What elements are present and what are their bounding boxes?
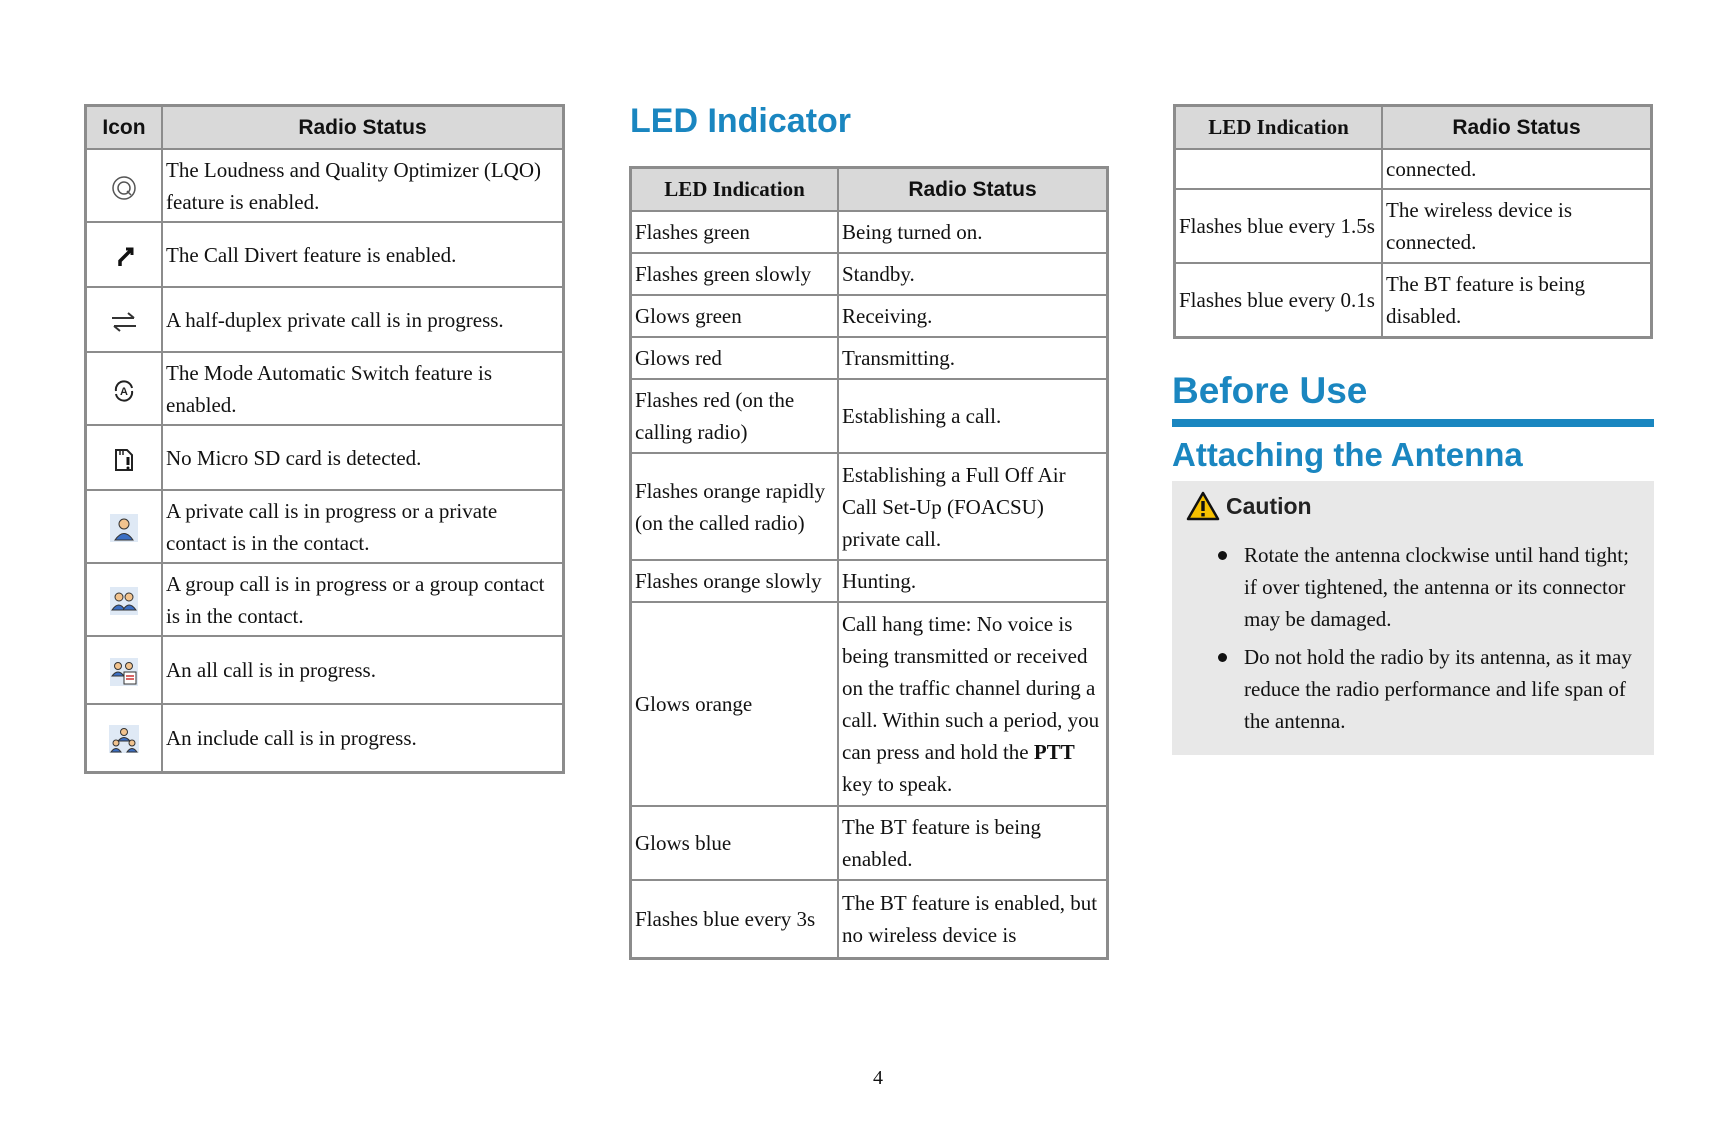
status-cell: connected. bbox=[1382, 149, 1652, 189]
status-cell bbox=[838, 602, 1108, 806]
icon-status-table bbox=[84, 104, 565, 774]
status-cell: Hunting. bbox=[838, 560, 1108, 602]
status-cell: The Mode Automatic Switch feature is enabled. bbox=[162, 352, 564, 425]
table-row bbox=[86, 490, 564, 563]
include-call-icon bbox=[86, 704, 163, 772]
table-row bbox=[86, 222, 564, 287]
status-cell: Receiving. bbox=[838, 295, 1108, 337]
half-duplex-icon bbox=[86, 287, 163, 352]
table-row bbox=[631, 295, 1108, 337]
private-call-icon bbox=[86, 490, 163, 563]
indication-cell: Flashes green bbox=[631, 211, 839, 253]
table-row bbox=[86, 563, 564, 636]
status-cell: Establishing a call. bbox=[838, 379, 1108, 453]
status-cell: The Loudness and Quality Optimizer (LQO) feature is enabled. bbox=[162, 149, 564, 222]
status-cell: A private call is in progress or a private contact is in the contact. bbox=[162, 490, 564, 563]
attaching-antenna-heading: Attaching the Antenna bbox=[1172, 436, 1523, 473]
indication-cell: Flashes blue every 1.5s bbox=[1175, 189, 1383, 263]
status-cell: An include call is in progress. bbox=[162, 704, 564, 772]
lqo-icon bbox=[86, 149, 163, 222]
indication-cell: Flashes orange rapidly (on the called radio) bbox=[631, 453, 839, 560]
indication-cell: Glows orange bbox=[631, 602, 839, 806]
status-cell: The BT feature is enabled, but no wireless device is bbox=[838, 880, 1108, 958]
status-column-header: Radio Status bbox=[162, 106, 564, 150]
bullet-icon bbox=[1218, 653, 1227, 662]
status-cell: Transmitting. bbox=[838, 337, 1108, 379]
status-cell: A group call is in progress or a group contact is in the contact. bbox=[162, 563, 564, 636]
list-item-text: Rotate the antenna clockwise until hand tight; if over tightened, the antenna or its connector may be damaged. bbox=[1244, 543, 1629, 631]
status-cell: The BT feature is being disabled. bbox=[1382, 263, 1652, 337]
status-text: key to speak. bbox=[842, 772, 953, 796]
ptt-key-label: PTT bbox=[1033, 740, 1075, 764]
table-row bbox=[86, 704, 564, 772]
table-header-row bbox=[86, 106, 564, 150]
indication-cell: Flashes blue every 3s bbox=[631, 880, 839, 958]
no-sd-card-icon bbox=[86, 425, 163, 490]
led-indication-column-header: LED Indication bbox=[1175, 106, 1383, 150]
led-indication-column-header: LED Indication bbox=[631, 168, 839, 212]
status-cell: No Micro SD card is detected. bbox=[162, 425, 564, 490]
page-number: 4 bbox=[873, 1067, 883, 1089]
warning-icon bbox=[1186, 491, 1220, 521]
indication-cell: Flashes orange slowly bbox=[631, 560, 839, 602]
bullet-icon bbox=[1218, 551, 1227, 560]
list-item bbox=[1218, 641, 1638, 737]
section-divider bbox=[1172, 419, 1654, 427]
indication-cell bbox=[1175, 149, 1383, 189]
led-indicator-table bbox=[629, 166, 1109, 960]
status-cell: Establishing a Full Off Air Call Set-Up (FOACSU) private call. bbox=[838, 453, 1108, 560]
indication-cell: Glows green bbox=[631, 295, 839, 337]
caution-label: Caution bbox=[1226, 492, 1312, 519]
status-cell: The Call Divert feature is enabled. bbox=[162, 222, 564, 287]
status-column-header: Radio Status bbox=[1382, 106, 1652, 150]
indication-cell: Flashes blue every 0.1s bbox=[1175, 263, 1383, 337]
caution-list bbox=[1218, 539, 1638, 743]
status-cell: The wireless device is connected. bbox=[1382, 189, 1652, 263]
list-item-text: Do not hold the radio by its antenna, as it may reduce the radio performance and life span of the antenna. bbox=[1244, 645, 1632, 733]
all-call-icon bbox=[86, 636, 163, 704]
table-row bbox=[86, 287, 564, 352]
indication-cell: Flashes green slowly bbox=[631, 253, 839, 295]
table-row bbox=[631, 560, 1108, 602]
status-cell: An all call is in progress. bbox=[162, 636, 564, 704]
table-header-row bbox=[631, 168, 1108, 212]
mode-auto-switch-icon bbox=[86, 352, 163, 425]
table-row bbox=[631, 211, 1108, 253]
status-cell: Standby. bbox=[838, 253, 1108, 295]
table-row bbox=[631, 453, 1108, 560]
status-text: Call hang time: No voice is being transmitted or received on the traffic channel during a call. Within such a period, you can press and hold the bbox=[842, 612, 1100, 764]
table-row bbox=[631, 253, 1108, 295]
caution-header bbox=[1186, 491, 1312, 521]
table-row bbox=[1175, 149, 1652, 189]
status-cell: A half-duplex private call is in progress. bbox=[162, 287, 564, 352]
led-indicator-table-continued bbox=[1173, 104, 1653, 339]
icon-column-header: Icon bbox=[86, 106, 163, 150]
group-call-icon bbox=[86, 563, 163, 636]
table-row bbox=[86, 425, 564, 490]
table-row bbox=[631, 806, 1108, 880]
table-row bbox=[631, 379, 1108, 453]
table-row bbox=[1175, 263, 1652, 337]
table-row bbox=[631, 880, 1108, 958]
table-row bbox=[631, 337, 1108, 379]
list-item bbox=[1218, 539, 1638, 635]
call-divert-icon bbox=[86, 222, 163, 287]
indication-cell: Glows blue bbox=[631, 806, 839, 880]
table-row bbox=[86, 352, 564, 425]
table-header-row bbox=[1175, 106, 1652, 150]
status-cell: Being turned on. bbox=[838, 211, 1108, 253]
indication-cell: Glows red bbox=[631, 337, 839, 379]
status-cell: The BT feature is being enabled. bbox=[838, 806, 1108, 880]
table-row bbox=[631, 602, 1108, 806]
table-row bbox=[86, 636, 564, 704]
table-row bbox=[86, 149, 564, 222]
status-column-header: Radio Status bbox=[838, 168, 1108, 212]
svg-text:A: A bbox=[120, 385, 128, 398]
indication-cell: Flashes red (on the calling radio) bbox=[631, 379, 839, 453]
before-use-heading: Before Use bbox=[1172, 370, 1368, 411]
caution-box bbox=[1172, 481, 1654, 755]
table-row bbox=[1175, 189, 1652, 263]
led-indicator-heading: LED Indicator bbox=[630, 102, 852, 140]
